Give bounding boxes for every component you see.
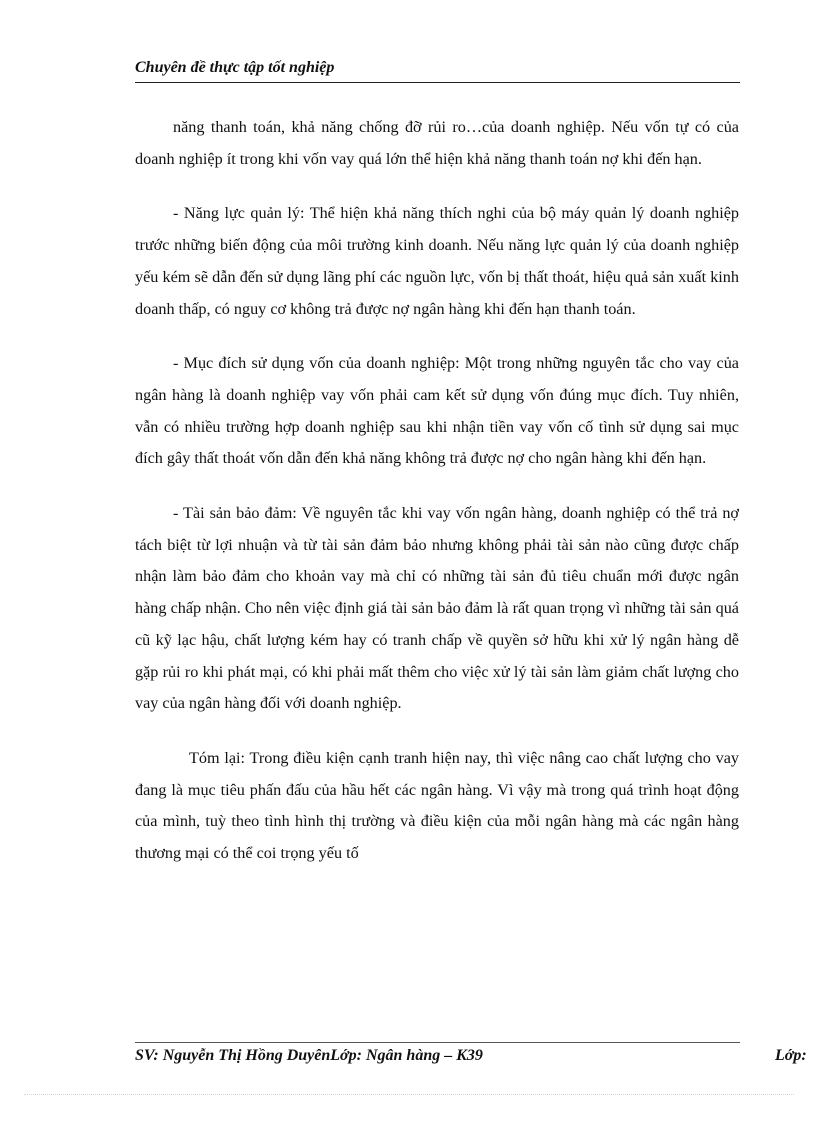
page-header [135,56,740,83]
page-footer [135,1040,816,1070]
paragraph-summary: Tóm lại: Trong điều kiện cạnh tranh hiện nay, thì việc nâng cao chất lượng cho vay đang là mục tiêu phấn đấu của hầu hết các ngân hàng. Vì vậy mà trong quá trình hoạt động của mình, tuỳ theo tình hình thị trường và điều kiện của mỗi ngân hàng mà các ngân hàng thương mại có thể coi trọng yếu tố [135,748,739,863]
paragraph-solvency: năng thanh toán, khả năng chống đỡ rủi ro…của doanh nghiệp. Nếu vốn tự có của doanh nghiệp ít trong khi vốn vay quá lớn thể hiện khả năng thanh toán nợ khi đến hạn. [135,118,739,168]
paragraph-management-capacity: - Năng lực quản lý: Thể hiện khả năng thích nghi của bộ máy quản lý doanh nghiệp trước những biến động của môi trường kinh doanh. Nếu năng lực quản lý của doanh nghiệp yếu kém sẽ dẫn đến sử dụng lãng phí các nguồn lực, vốn bị thất thoát, hiệu quả sản xuất kinh doanh thấp, có nguy cơ không trả được nợ ngân hàng khi đến hạn thanh toán. [135,204,739,318]
header-title: Chuyên đề thực tập tốt nghiệp [135,59,335,76]
footer-class-label: Lớp: [775,1047,807,1064]
document-body [135,112,739,893]
paragraph-collateral: - Tài sản bảo đảm: Về nguyên tắc khi vay vốn ngân hàng, doanh nghiệp có thể trả nợ tách biệt từ lợi nhuận và từ tài sản đảm bảo nhưng không phải tài sản nào cũng được chấp nhận làm bảo đảm cho khoản vay mà chỉ có những tài sản đủ tiêu chuẩn mới được ngân hàng chấp nhận. Cho nên việc định giá tài sản bảo đảm là rất quan trọng vì những tài sản quá cũ kỹ lạc hậu, chất lượng kém hay có tranh chấp về quyền sở hữu khi xử lý ngân hàng dễ gặp rủi ro khi phát mại, có khi phải mất thêm cho việc xử lý tài sản làm giảm chất lượng cho vay của ngân hàng đối với doanh nghiệp. [135,504,739,713]
page-bottom-edge [24,1094,794,1095]
footer-divider [135,1042,740,1043]
paragraph-loan-purpose: - Mục đích sử dụng vốn của doanh nghiệp: Một trong những nguyên tắc cho vay của ngân hàng là doanh nghiệp vay vốn phải cam kết sử dụng vốn đúng mục đích. Tuy nhiên, vẫn có nhiều trường hợp doanh nghiệp sau khi nhận tiền vay vốn cố tình sử dụng sai mục đích gây thất thoát vốn dẫn đến khả năng không trả được nợ cho ngân hàng khi đến hạn. [135,354,739,468]
footer-student-info: SV: Nguyễn Thị Hồng DuyênLớp: Ngân hàng – K39 [135,1047,483,1064]
